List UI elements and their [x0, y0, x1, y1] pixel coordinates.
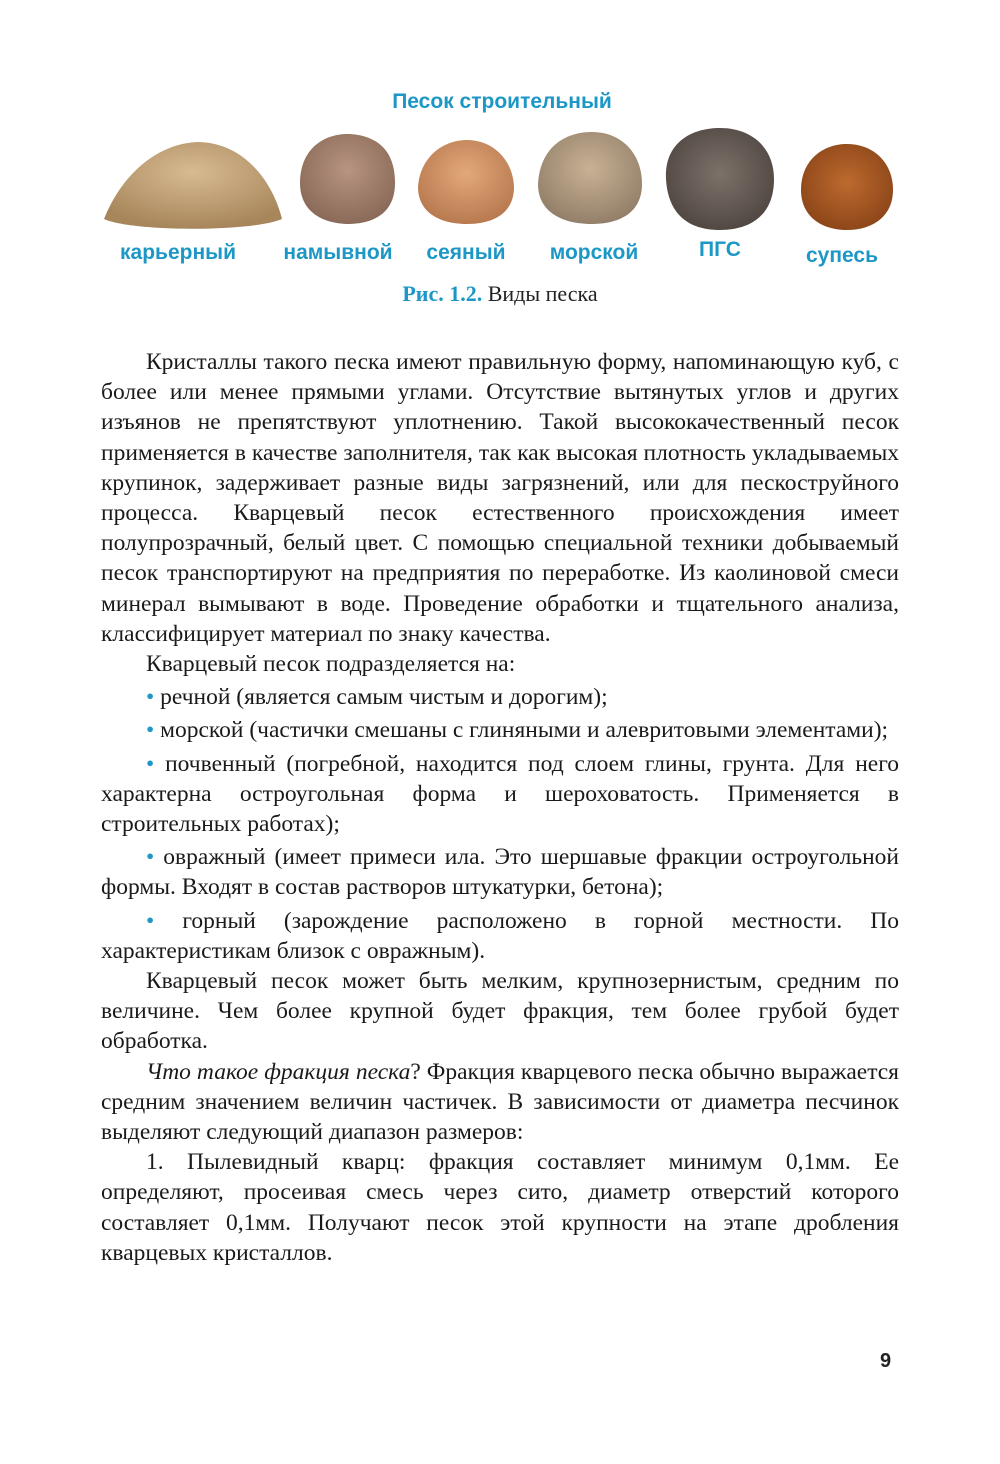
body-text	[101, 347, 899, 1268]
sand-sample-sandy-loam-image	[797, 140, 897, 234]
figure-caption-text: Виды песка	[482, 281, 598, 306]
paragraph: Кварцевый песок подразделяется на:	[146, 651, 516, 678]
paragraph: Кристаллы такого песка имеют правильную форму, напоминающую куб, с более или менее прямыми углами. Отсутствие вытянутых углов и других изъянов не препятствуют уплотнению. Такой высококачественный песок применяется в качестве заполнителя, так как высокая плотность укладываемых крупинок, задерживает разные виды загрязнений, или для пескоструйного процесса. Кварцевый песок естественного происхождения имеет полупрозрачный, белый цвет. С помощью специальной техники добываемый песок транспортируют на предприятия по переработке. Из каолиновой смеси минерал вымывают в воде. Проведение обработки и тщательного анализа, классифицирует материал по знаку качества.	[101, 349, 899, 647]
bullet-dot-icon: •	[146, 844, 155, 871]
figure-caption	[0, 281, 1000, 307]
sand-label-alluvial: намывной	[283, 241, 393, 264]
sand-label-sandy-loam: супесь	[805, 244, 879, 267]
sand-sample-alluvial-image	[295, 128, 400, 228]
italic-lead: Что такое фракция песка	[146, 1058, 411, 1085]
bullet-dot-icon: •	[146, 750, 155, 777]
bullet-dot-icon: •	[146, 907, 155, 934]
sand-label-sifted: сеяный	[426, 241, 506, 264]
bullet-item	[101, 749, 899, 840]
bullet-text: речной (является самым чистым и дорогим);	[160, 684, 608, 711]
figure-number: Рис. 1.2.	[402, 281, 483, 306]
sand-sample-sifted-image	[415, 132, 517, 228]
figure-title: Песок строительный	[392, 90, 612, 113]
sand-sample-marine-image	[534, 126, 646, 230]
page-number: 9	[880, 1350, 892, 1372]
bullet-item	[101, 842, 899, 902]
paragraph: Кварцевый песок может быть мелким, крупнозернистым, средним по величине. Чем более крупной будет фракция, тем более грубой будет обработка.	[101, 968, 899, 1055]
sand-sample-quarry-image	[102, 134, 284, 234]
bullet-item	[101, 682, 899, 712]
bullet-item	[101, 715, 899, 745]
paragraph-text: ? Фракция кварцевого песка обычно выражается средним значением величин частичек. В зависимости от диаметра песчинок выделяют следующий диапазон размеров:	[101, 1058, 899, 1146]
bullet-dot-icon: •	[146, 717, 155, 744]
paragraph	[101, 1057, 899, 1148]
bullet-text: почвенный (погребной, находится под слоем глины, грунта. Для него характерна остроугольная форма и шероховатость. Применяется в строительных работах);	[101, 750, 900, 838]
paragraph: 1. Пылевидный кварц: фракция составляет минимум 0,1мм. Ее определяют, просеивая смесь через сито, диаметр отверстий которого составляет 0,1мм. Получают песок этой крупности на этапе дробления кварцевых кристаллов.	[101, 1149, 899, 1266]
bullet-text: морской (частички смешаны с глиняными и алевритовыми элементами);	[160, 717, 889, 744]
sand-label-marine: морской	[549, 241, 639, 264]
sand-sample-pgs-image	[660, 124, 778, 234]
sand-label-quarry: карьерный	[120, 241, 236, 264]
sand-types-figure	[100, 86, 904, 266]
bullet-text: овражный (имеет примеси ила. Это шершавые фракции остроугольной формы. Входят в состав растворов штукатурки, бетона);	[101, 844, 899, 901]
sand-label-pgs: ПГС	[699, 238, 741, 261]
bullet-item	[101, 906, 899, 966]
bullet-text: горный (зарождение расположено в горной местности. По характеристикам близок с овражным).	[101, 907, 900, 964]
bullet-dot-icon: •	[146, 684, 155, 711]
